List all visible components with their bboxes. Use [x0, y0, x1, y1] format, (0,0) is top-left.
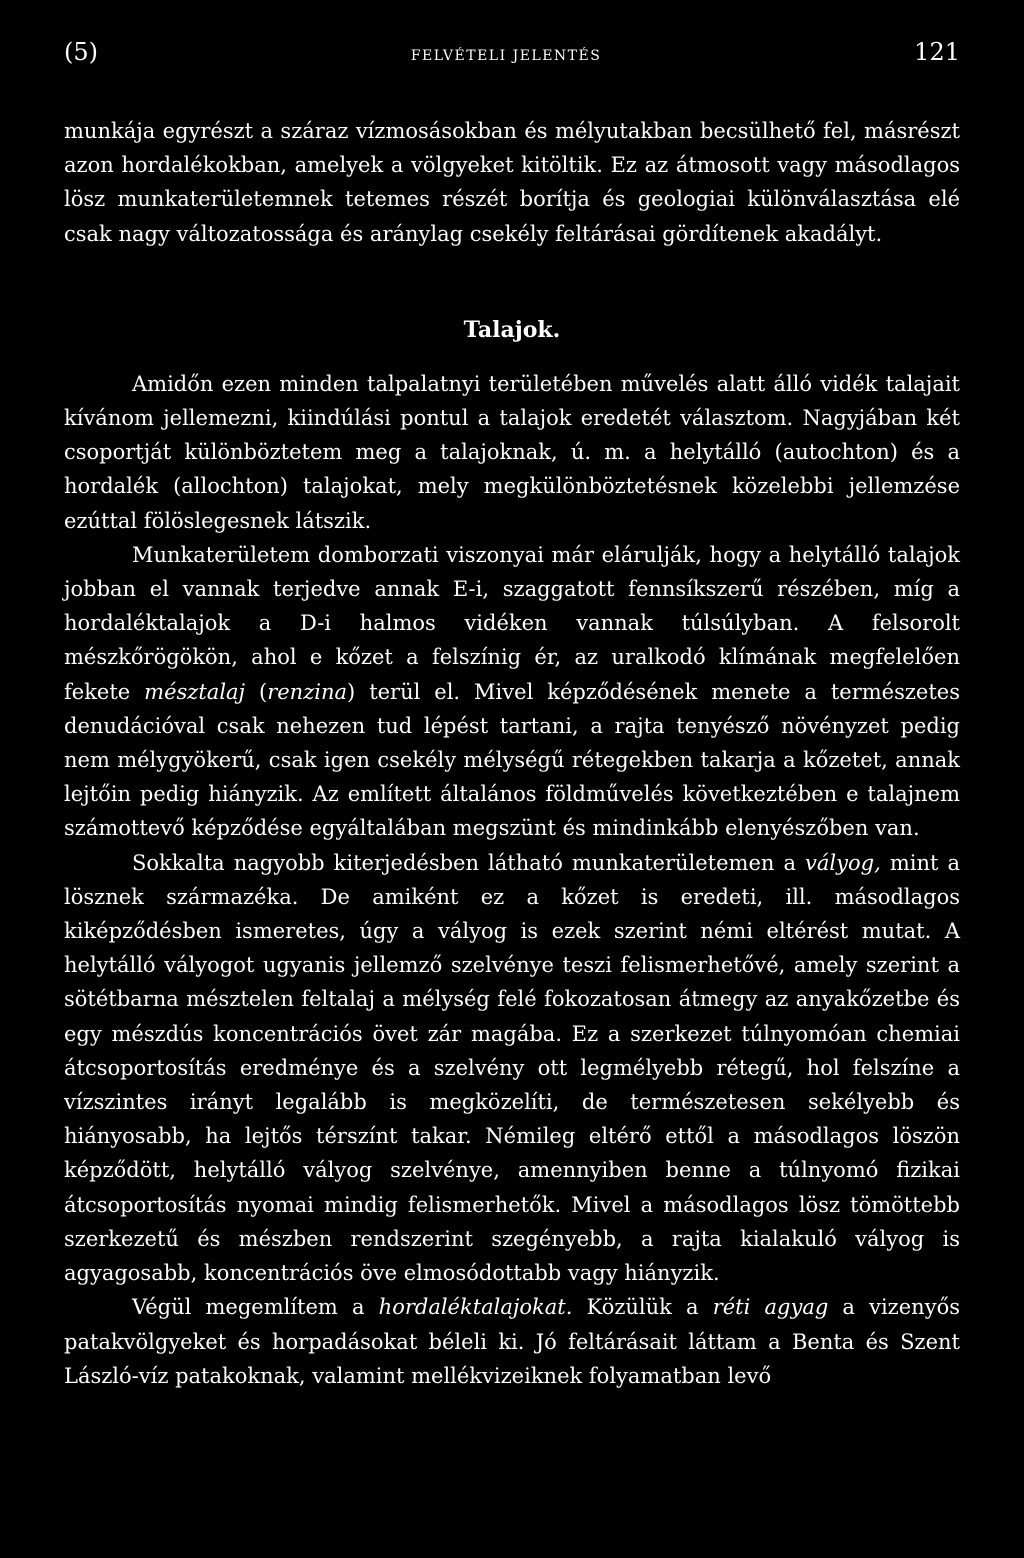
section-title: Talajok. [463, 316, 561, 343]
paragraph-text: Végül megemlítem a [132, 1295, 379, 1320]
paragraph-text: Amidőn ezen minden talpalatnyi területében művelés alatt álló vidék talajait kívánom jellemezni, kiindúlási pontul a talajok eredetét választom. Nagyjában két csoportját különböztetem meg a talajoknak, ú. m. a helytálló (autochton) és a hordalék (allochton) talajokat, mely megkülönböztetésnek közelebbi jellemzése ezúttal fölöslegesnek látszik. [64, 371, 960, 533]
chapter-number: (5) [64, 38, 98, 66]
body-paragraph [64, 367, 960, 538]
body-paragraph [64, 1290, 960, 1393]
paragraph-text: a vizenyős patakvölgyeket és horpadásokat béleli ki. Jó feltárásait láttam a Benta és Szent László-víz patakoknak, valamint mellékvizeiknek folyamatban levő [64, 1295, 960, 1388]
italic-term: réti agyag [712, 1295, 829, 1320]
running-title: FELVÉTELI JELENTÉS [410, 48, 602, 64]
paragraph-text: ( [245, 679, 268, 704]
italic-term: mésztalaj [144, 679, 246, 704]
body-paragraphs [64, 367, 960, 1393]
running-head [64, 38, 960, 78]
paragraph-text: mint a lösznek származéka. De amiként ez a kőzet is eredeti, ill. másodlagos kiképződésben ismeretes, úgy a vályog is ezek szerint némi eltérést mutat. A helytálló vályogot ugyanis jellemző szelvénye teszi felismerhetővé, amely szerint a sötétbarna mésztelen feltalaj a mélység felé fokozatosan átmegy az anyakőzetbe és egy mészdús koncentrációs övet zár magába. Ez a szerkezet túlnyomóan chemiai átcsoportosítás eredménye és a szelvény ott legmélyebb rétegű, hol felszíne a vízszintes irányt legalább is megközelíti, de természetesen sekélyebb és hiányosabb, ha lejtős térszínt takar. Némileg eltérő ettől a másodlagos löszön képződött, helytálló vályog szelvénye, amennyiben benne a túlnyomó fizikai átcsoportosítás nyomai mindig felismerhetők. Mivel a másodlagos lösz tömöttebb szerkezetű és mészben rendszerint szegényebb, a rajta kialakuló vályog is agyagosabb, koncentrációs öve elmosódottabb vagy hiányzik. [64, 850, 960, 1286]
body-paragraph [64, 846, 960, 1291]
page-number: 121 [914, 38, 960, 66]
italic-term: renzina [267, 679, 348, 704]
body-paragraph [64, 538, 960, 846]
paragraph-text: ) terül el. Mivel képződésének menete a természetes denudációval csak nehezen tud lépést tartani, a rajta tenyésző növényzet pedig nem mélygyökerű, csak igen csekély mélységű rétegekben takarja a kőzetet, annak lejtőin pedig hiányzik. Az említett általános földművelés következtében e talajnem számottevő képződése egyáltalában megszünt és mindinkább elenyészőben van. [64, 679, 960, 841]
paragraph-text: Munkaterületem domborzati viszonyai már elárulják, hogy a helytálló talajok jobban el vannak terjedve annak E-i, szaggatott fennsíkszerű részében, míg a hordaléktalajok a D-i halmos vidéken vannak túlsúlyban. A felsorolt mészkőrögökön, ahol e kőzet a felszínig ér, az uralkodó klímának megfelelően fekete [64, 542, 960, 704]
italic-term: vályog, [805, 850, 881, 875]
intro-paragraph: munkája egyrészt a száraz vízmosásokban és mélyutakban becsülhető fel, másrészt azon hordalékokban, amelyek a völgyeket kitöltik. Ez az átmosott vagy másodlagos lösz munkaterületemnek tetemes részét borítja és geologiai különválasztása elé csak nagy változatossága és aránylag csekély feltárásai gördítenek akadályt. [64, 119, 960, 246]
italic-term: hordaléktalajokat. [378, 1295, 573, 1320]
paragraph-text: Sokkalta nagyobb kiterjedésben látható munkaterületemen a [132, 850, 806, 875]
paragraph-text: Közülük a [572, 1295, 713, 1320]
